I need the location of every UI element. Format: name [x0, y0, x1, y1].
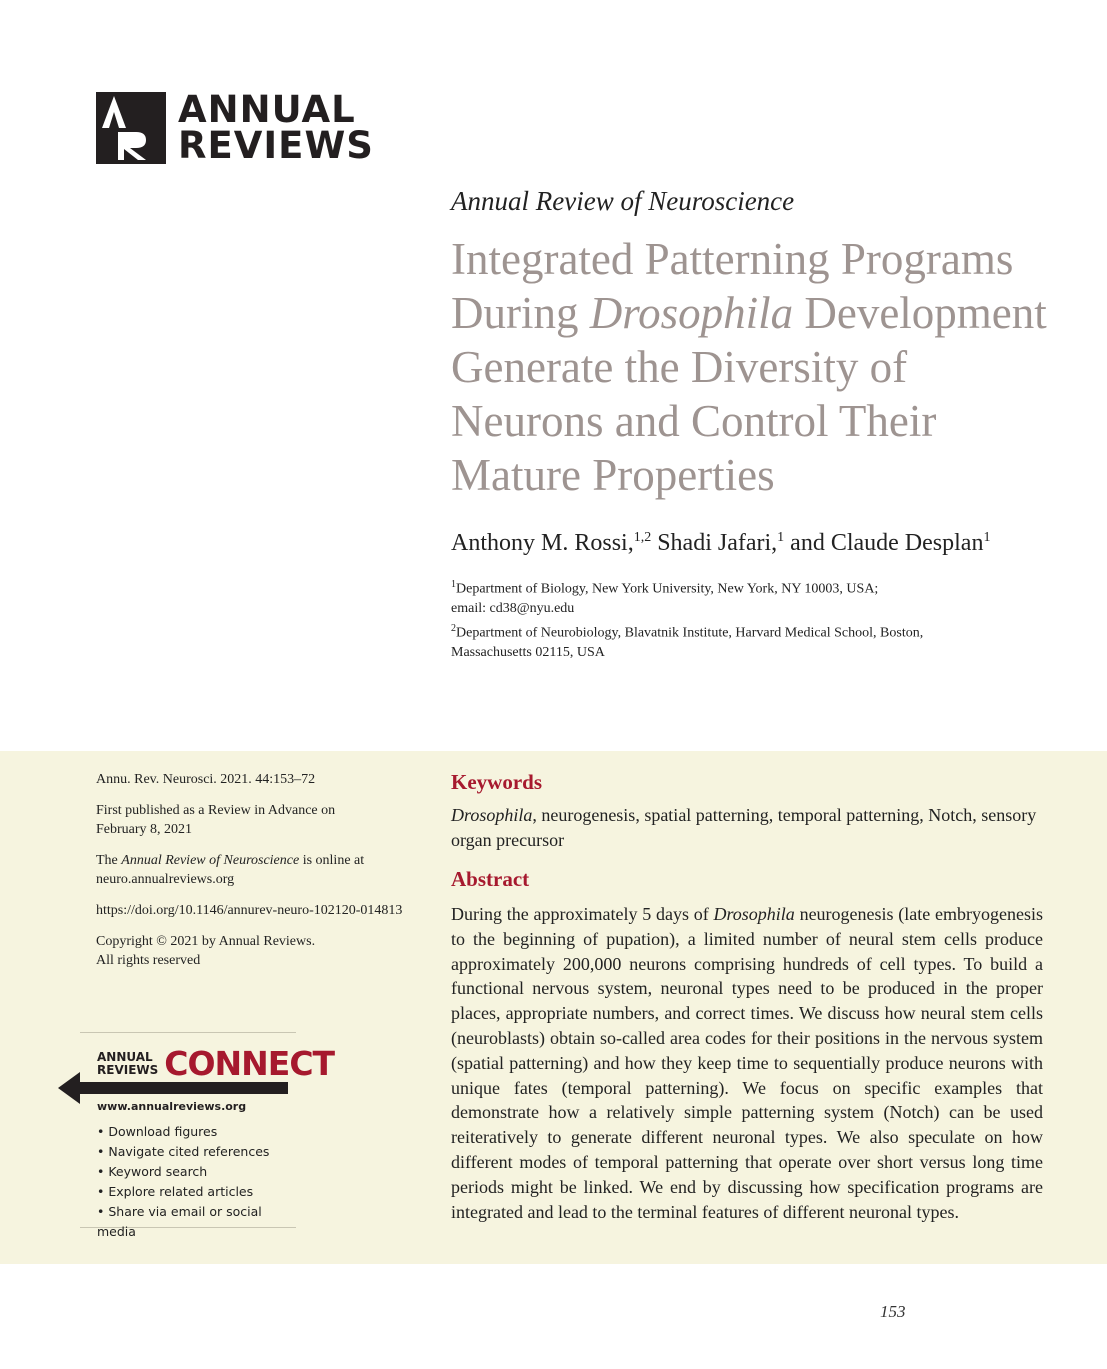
- affiliation-1: [451, 575, 1011, 618]
- annual-reviews-logo: [96, 88, 374, 167]
- copyright-line-1: Copyright © 2021 by Annual Reviews.: [96, 934, 316, 949]
- connect-small-line-1: ANNUAL: [97, 1049, 153, 1064]
- online-post: is online at: [299, 853, 365, 868]
- author-affil-sup: 1: [983, 530, 991, 545]
- doi-link[interactable]: https://doi.org/10.1146/annurev-neuro-102120-014813: [96, 903, 403, 918]
- journal-url-link[interactable]: neuro.annualreviews.org: [96, 872, 235, 887]
- affiliation-sup: 1: [451, 579, 456, 590]
- logo-line-1: ANNUAL: [178, 88, 356, 131]
- copyright: [96, 932, 406, 970]
- connect-small-line-2: REVIEWS: [97, 1062, 159, 1077]
- author-list: [451, 530, 990, 557]
- author-affil-sup: 1,2: [633, 530, 652, 545]
- published-date: February 8, 2021: [96, 822, 193, 837]
- annual-reviews-connect-box[interactable]: [80, 1032, 335, 1239]
- abstract-body: neurogenesis (late embryogenesis to the beginning of pupation), a limited number of neural stem cells produce approximately 200,000 neurons comprising hundreds of cell types. To build a functional nervous system, neuronal types need to be produced in the proper places, appropriate numbers, and correct times. We discuss how neural stem cells (neuroblasts) obtain so-called area codes for their positions in the nervous system (spatial patterning) and how they keep time to sequentially produce neurons with unique fates (temporal patterning). We focus on specific examples that demonstrate how a relatively simple patterning system (Notch) can be used reiteratively to generate different neuronal types. We also speculate on how different modes of temporal patterning that operate over short versus long time periods might be linked. We end by discussing how specification programs are integrated and lead to the terminal features of different neuronal types.: [451, 904, 1043, 1222]
- list-item: • Share via email or social media: [97, 1204, 262, 1239]
- online-pre: The: [96, 853, 122, 868]
- keywords-abstract-column: [451, 770, 1043, 1224]
- abstract-text: [451, 902, 1043, 1224]
- affiliation-line: Department of Biology, New York University, New York, NY 10003, USA;: [456, 581, 879, 597]
- author-name: and Claude Desplan: [790, 530, 984, 556]
- affiliation-sup: 2: [451, 623, 456, 634]
- list-item: • Navigate cited references: [97, 1144, 270, 1159]
- citation: Annu. Rev. Neurosci. 2021. 44:153–72: [96, 772, 316, 787]
- title-line-2-pre: During: [451, 288, 590, 338]
- connect-feature-list: [97, 1122, 296, 1242]
- ar-logo-mark-icon: [96, 92, 166, 164]
- abstract-italic: Drosophila: [713, 904, 795, 924]
- copyright-line-2: All rights reserved: [96, 953, 201, 968]
- list-item: • Keyword search: [97, 1164, 208, 1179]
- logo-wordmark: [178, 88, 374, 167]
- published-line-1: First published as a Review in Advance on: [96, 803, 336, 818]
- author-affil-sup: 1: [777, 530, 785, 545]
- list-item: • Download figures: [97, 1124, 218, 1139]
- title-line-2-post: Development: [793, 288, 1047, 338]
- author-name: Anthony M. Rossi,: [451, 530, 634, 556]
- author-name: Shadi Jafari,: [657, 530, 778, 556]
- logo-line-2: REVIEWS: [178, 124, 374, 167]
- keywords-text: [451, 803, 1043, 853]
- keywords-rest: , neurogenesis, spatial patterning, temporal patterning, Notch, sensory organ precursor: [451, 805, 1037, 850]
- article-title: [451, 232, 1081, 502]
- title-line-2-italic: Drosophila: [589, 288, 794, 338]
- affiliation-2: [451, 619, 1011, 662]
- keywords-heading: Keywords: [451, 770, 542, 794]
- online-note: [96, 851, 406, 889]
- title-line-4: Neurons and Control Their: [451, 396, 937, 446]
- journal-name: Annual Review of Neuroscience: [451, 186, 795, 216]
- list-item: • Explore related articles: [97, 1184, 254, 1199]
- publication-note: [96, 801, 406, 839]
- abstract-heading: Abstract: [451, 867, 530, 891]
- affiliation-line: Massachusetts 02115, USA: [451, 644, 605, 660]
- connect-url-link[interactable]: www.annualreviews.org: [97, 1100, 247, 1113]
- affiliation-line: Department of Neurobiology, Blavatnik Institute, Harvard Medical School, Boston,: [456, 625, 924, 641]
- article-metadata-sidebar: [96, 770, 406, 982]
- online-journal: Annual Review of Neuroscience: [121, 853, 300, 868]
- title-line-5: Mature Properties: [451, 450, 775, 500]
- abstract-pre: During the approximately 5 days of: [451, 904, 714, 924]
- page-number: 153: [880, 1302, 906, 1321]
- affiliation-email: email: cd38@nyu.edu: [451, 600, 575, 616]
- connect-wordmark: CONNECT: [164, 1044, 335, 1083]
- title-line-1: Integrated Patterning Programs: [451, 234, 1014, 284]
- keyword-italic: Drosophila: [451, 805, 533, 825]
- title-line-3: Generate the Diversity of: [451, 342, 908, 392]
